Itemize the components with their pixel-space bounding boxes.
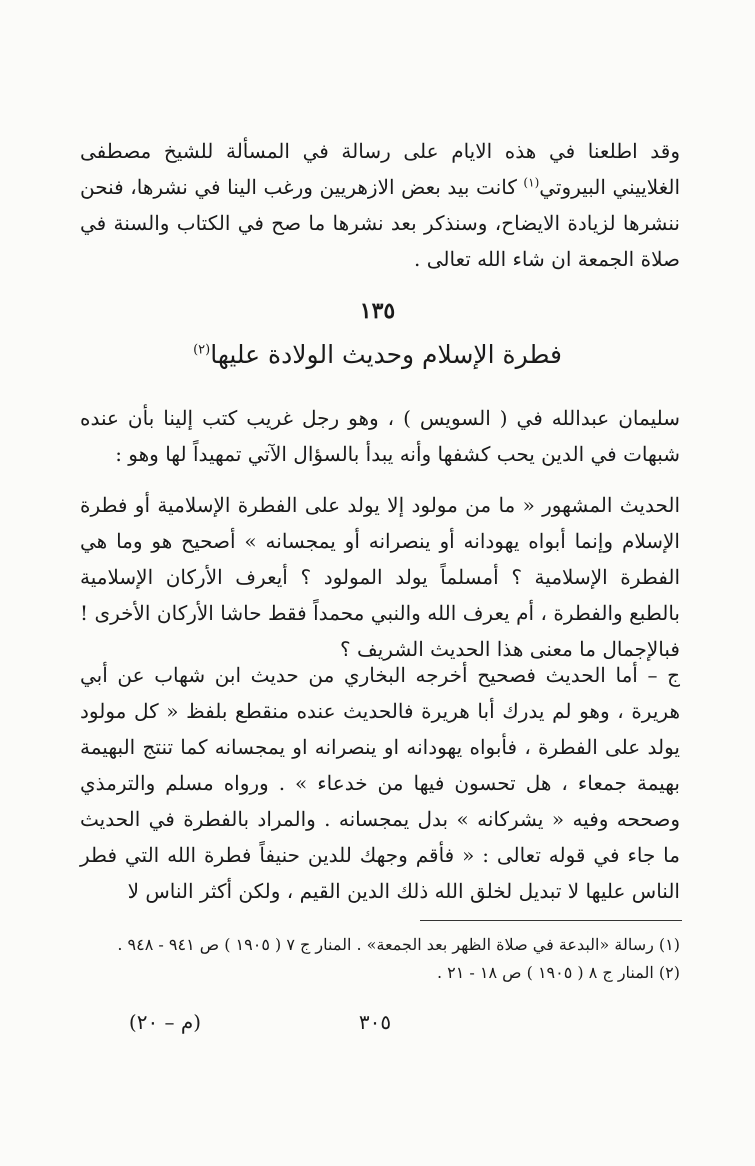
intro-paragraph (80, 133, 680, 277)
answer-paragraph: ج – أما الحديث فصحيح أخرجه البخاري من حديث ابن شهاب عن أبي هريرة ، وهو لم يدرك أبا هريرة فالحديث عنده منقطع بلفظ « كل مولود يولد على الفطرة ، فأبواه يهودانه او ينصرانه او يمجسانه كما تنتج البهيمة بهيمة جمعاء ، هل تحسون فيها من خدعاء » . ورواه مسلم والترمذي وصححه وفيه « يشركانه » بدل يمجسانه . والمراد بالفطرة في الحديث ما جاء في قوله تعالى : « فأقم وجهك للدين حنيفاً فطرة الله التي فطر الناس عليها لا تبديل لخلق الله ذلك الدين القيم ، ولكن أكثر الناس لا (80, 663, 680, 903)
page-number: ٣٠٥ (358, 1010, 392, 1034)
footnote-ref-1: (١) (523, 175, 540, 190)
questioner-paragraph: سليمان عبدالله في ( السويس ) ، وهو رجل غريب كتب إلينا بأن عنده شبهات في الدين يحب كشفها وأنه يبدأ بالسؤال الآتي تمهيداً لها وهو : (80, 406, 680, 466)
intro-text: وقد اطلعنا في هذه الايام على رسالة في المسألة للشيخ مصطفى الغلاييني البيروتي (80, 139, 680, 199)
signature-mark: (م – ٢٠) (128, 1010, 202, 1034)
footnote-divider (420, 920, 682, 921)
fatwa-title (0, 340, 755, 369)
intro-text-continued: كانت بيد بعض الازهريين ورغب الينا في نشرها، فنحن ننشرها لزيادة الايضاح، وسنذكر بعد نشرها ما صح في الكتاب والسنة في صلاة الجمعة ان شاء الله تعالى . (80, 175, 680, 271)
footnote-ref-2: (٢) (193, 342, 211, 358)
footnote-2: (٢) المنار ج ٨ ( ١٩٠٥ ) ص ١٨ - ٢١ . (436, 963, 680, 982)
fatwa-title-text: فطرة الإسلام وحديث الولادة عليها (210, 340, 562, 369)
question-paragraph: الحديث المشهور « ما من مولود إلا يولد على الفطرة الإسلامية أو فطرة الإسلام وإنما أبواه يهودانه أو ينصرانه أو يمجسانه » أصحيح هو وما هي الفطرة الإسلامية ؟ أمسلماً يولد المولود ؟ أيعرف الأركان الإسلامية بالطبع والفطرة ، أم يعرف الله والنبي محمداً فقط حاشا الأركان الأخرى ! فبالإجمال ما معنى هذا الحديث الشريف ؟ (80, 493, 680, 661)
footnote-1: (١) رسالة «البدعة في صلاة الظهر بعد الجمعة» . المنار ج ٧ ( ١٩٠٥ ) ص ٩٤١ - ٩٤٨ . (117, 935, 680, 954)
fatwa-number: ١٣٥ (359, 298, 396, 324)
